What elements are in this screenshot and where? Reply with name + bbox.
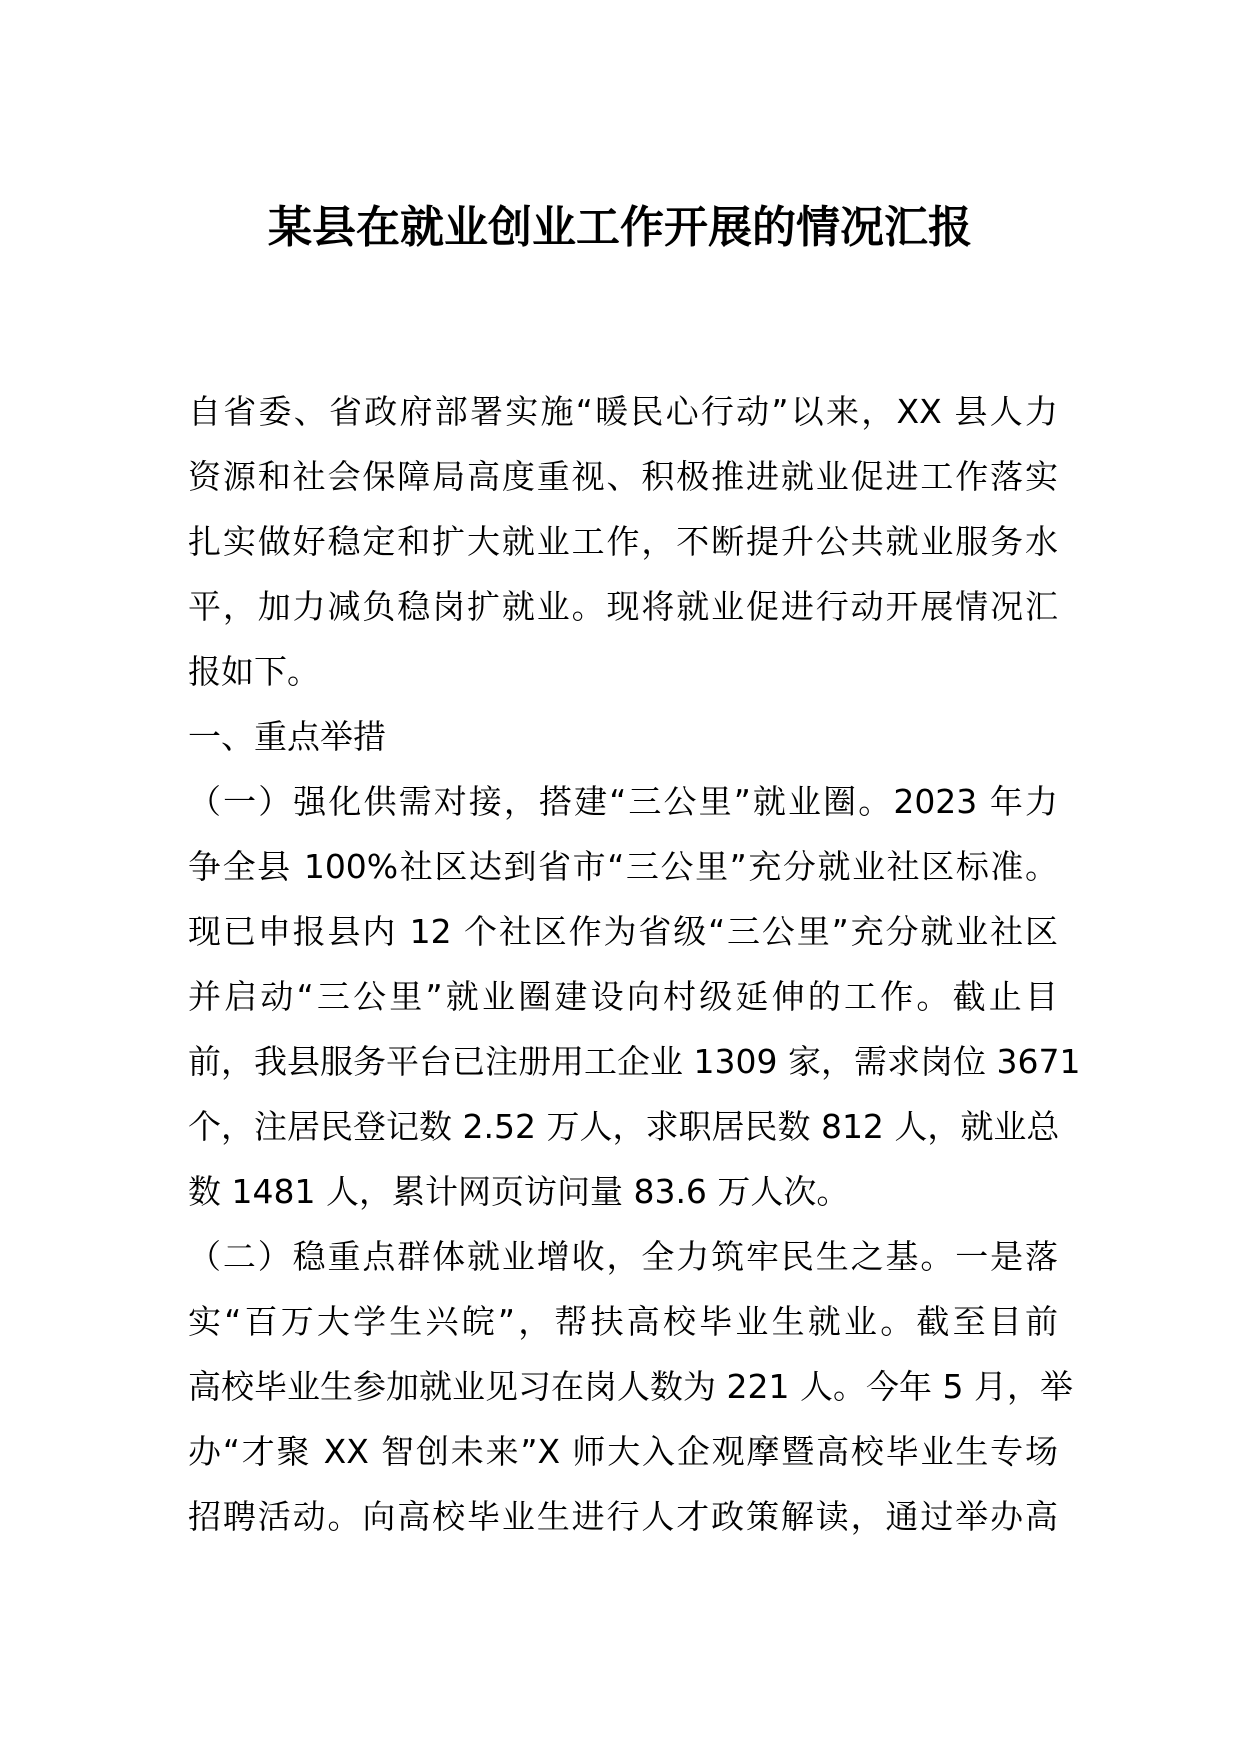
subsection-line: （一）强化供需对接，搭建“三公里”就业圈。2023 年力	[188, 782, 1058, 821]
section-heading: 一、重点举措	[188, 717, 386, 756]
body-line: 资源和社会保障局高度重视、积极推进就业促进工作落实	[188, 457, 1058, 496]
body-line: 办“才聚 XX 智创未来”X 师大入企观摩暨高校毕业生专场	[188, 1432, 1058, 1471]
body-line: 个，注居民登记数 2.52 万人，求职居民数 812 人，就业总	[188, 1107, 1060, 1146]
body-line: 现已申报县内 12 个社区作为省级“三公里”充分就业社区	[188, 912, 1058, 951]
body-line: 实“百万大学生兴皖”，帮扶高校毕业生就业。截至目前	[188, 1302, 1058, 1341]
body-line: 招聘活动。向高校毕业生进行人才政策解读，通过举办高	[188, 1497, 1058, 1536]
subsection-line: （二）稳重点群体就业增收，全力筑牢民生之基。一是落	[188, 1237, 1058, 1276]
body-line: 报如下。	[188, 652, 320, 691]
body-line: 平，加力减负稳岗扩就业。现将就业促进行动开展情况汇	[188, 587, 1058, 626]
body-line: 自省委、省政府部署实施“暖民心行动”以来，XX 县人力	[188, 392, 1058, 431]
body-line: 扎实做好稳定和扩大就业工作，不断提升公共就业服务水	[188, 522, 1058, 561]
body-line: 数 1481 人，累计网页访问量 83.6 万人次。	[188, 1172, 850, 1211]
document-title: 某县在就业创业工作开展的情况汇报	[268, 202, 972, 253]
body-line: 并启动“三公里”就业圈建设向村级延伸的工作。截止目	[188, 977, 1058, 1016]
body-line: 高校毕业生参加就业见习在岗人数为 221 人。今年 5 月，举	[188, 1367, 1073, 1406]
body-line: 争全县 100%社区达到省市“三公里”充分就业社区标准。	[188, 847, 1058, 886]
body-line: 前，我县服务平台已注册用工企业 1309 家，需求岗位 3671	[188, 1042, 1081, 1081]
